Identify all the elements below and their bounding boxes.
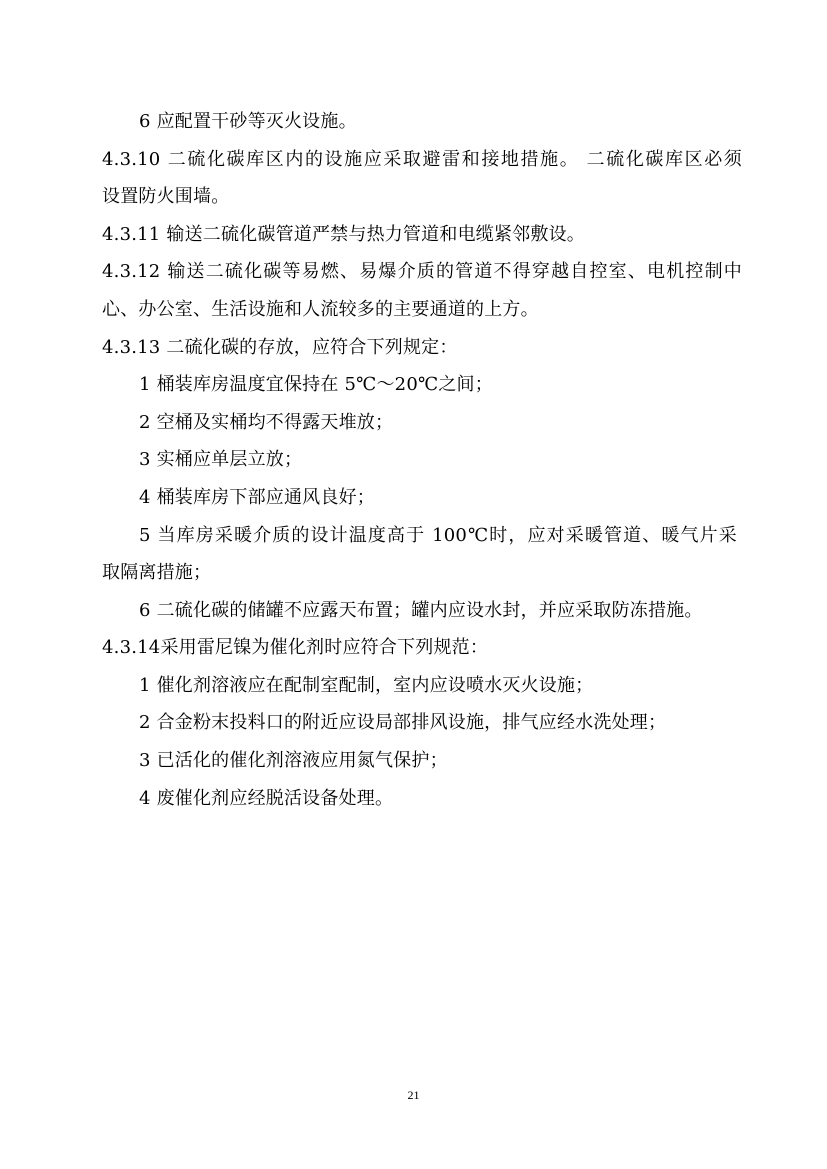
text-line: 5 当库房采暖介质的设计温度高于 100℃时，应对采暖管道、暖气片采	[139, 525, 737, 546]
text-line: 4.3.12 输送二硫化碳等易燃、易爆介质的管道不得穿越自控室、电机控制中	[102, 261, 742, 282]
text-line: 心、办公室、生活设施和人流较多的主要通道的上方。	[102, 299, 539, 320]
text-line: 3 已活化的催化剂溶液应用氮气保护；	[139, 750, 448, 771]
text-line: 4 废催化剂应经脱活设备处理。	[139, 788, 394, 809]
text-line: 2 合金粉末投料口的附近应设局部排风设施，排气应经水洗处理；	[139, 712, 667, 733]
text-line: 4.3.10 二硫化碳库区内的设施应采取避雷和接地措施。 二硫化碳库区必须	[102, 149, 742, 170]
page-number: 21	[407, 1088, 420, 1102]
text-line: 4.3.14采用雷尼镍为催化剂时应符合下列规范：	[102, 637, 489, 658]
text-line: 6 二硫化碳的储罐不应露天布置；罐内应设水封，并应采取防冻措施。	[139, 600, 703, 621]
text-line: 1 桶装库房温度宜保持在 5℃～20℃之间；	[139, 374, 493, 395]
text-line: 设置防火围墙。	[102, 186, 230, 207]
text-line: 取隔离措施；	[102, 562, 212, 583]
text-line: 1 催化剂溶液应在配制室配制，室内应设喷水灭火设施；	[139, 675, 594, 696]
text-line: 6 应配置干砂等灭火设施。	[139, 111, 357, 132]
text-line: 4.3.11 输送二硫化碳管道严禁与热力管道和电缆紧邻敷设。	[102, 224, 585, 245]
text-line: 4.3.13 二硫化碳的存放，应符合下列规定：	[102, 337, 458, 358]
text-line: 2 空桶及实桶均不得露天堆放；	[139, 412, 394, 433]
text-line: 4 桶装库房下部应通风良好；	[139, 487, 375, 508]
text-line: 3 实桶应单层立放；	[139, 449, 303, 470]
